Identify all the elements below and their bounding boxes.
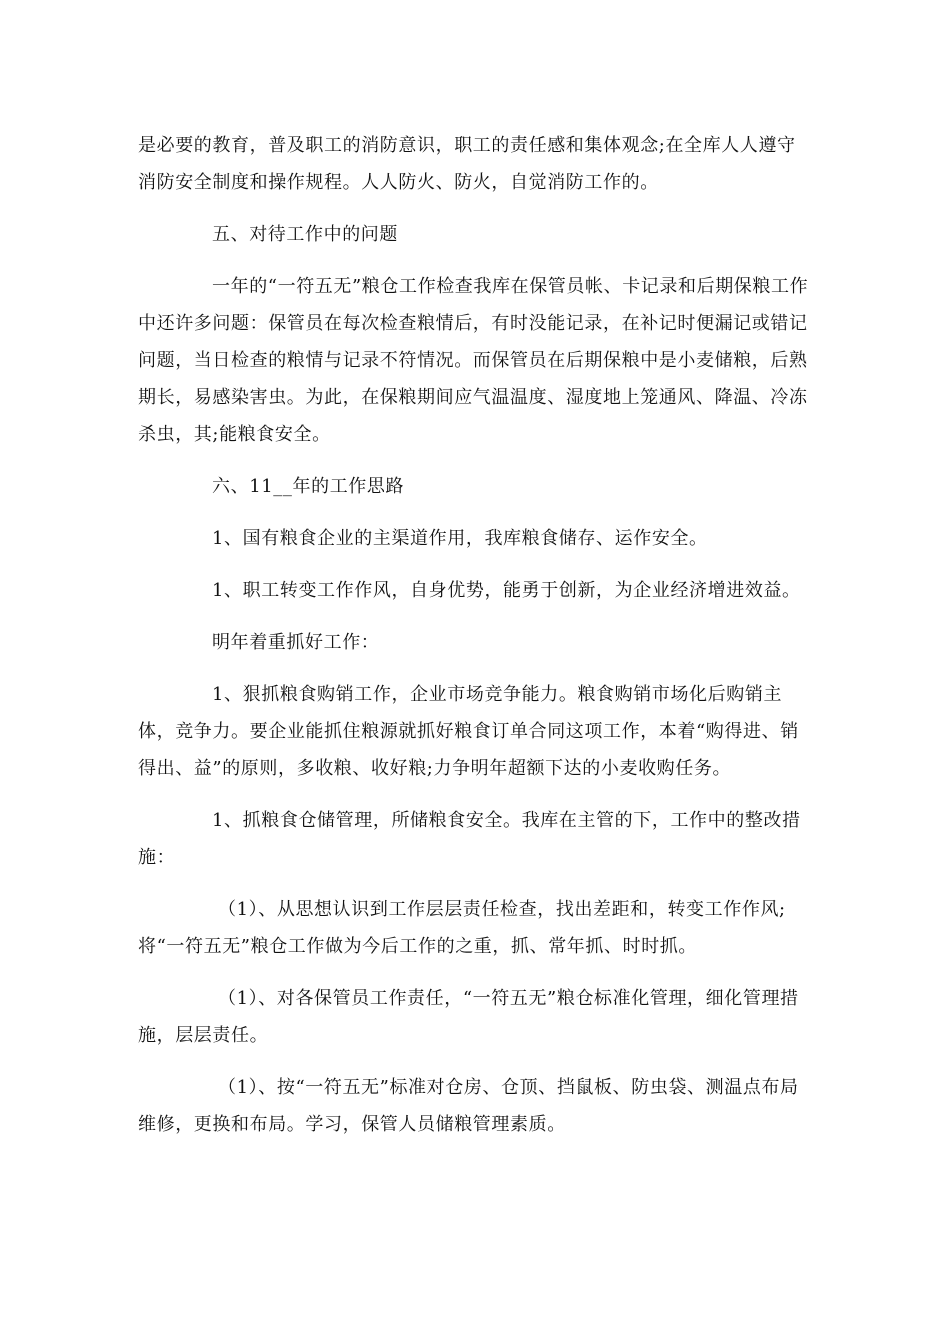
heading-section-five: 五、对待工作中的问题 — [212, 224, 398, 245]
paragraph-measure-3: （1）、按“一符五无”标准对仓房、仓顶、挡鼠板、防虫袋、测温点布局维修，更换和布局。学习，保管人员储粮管理素质。 — [138, 1077, 799, 1135]
document-body — [138, 127, 814, 1158]
paragraph-next-year-focus: 明年着重抓好工作： — [212, 632, 380, 653]
paragraph-measure-1: （1）、从思想认识到工作层层责任检查，找出差距和，转变工作作风;将“一符五无”粮仓工作做为今后工作的之重，抓、常年抓、时时抓。 — [138, 899, 786, 957]
paragraph-purchase-sales: 1、狠抓粮食购销工作，企业市场竞争能力。粮食购销市场化后购销主体，竞争力。要企业能抓住粮源就抓好粮食订单合同这项工作，本着“购得进、销得出、益”的原则，多收粮、收好粮;力争明年超额下达的小麦收购任务。 — [138, 684, 799, 779]
paragraph-fire-safety-education: 是必要的教育，普及职工的消防意识，职工的责任感和集体观念;在全库人人遵守消防安全制度和操作规程。人人防火、防火，自觉消防工作的。 — [138, 135, 796, 193]
paragraph-storage-management: 1、抓粮食仓储管理，所储粮食安全。我库在主管的下，工作中的整改措施： — [138, 810, 801, 868]
paragraph-plan-item-2: 1、职工转变工作作风，自身优势，能勇于创新，为企业经济增进效益。 — [212, 580, 801, 601]
paragraph-work-problems: 一年的“一符五无”粮仓工作检查我库在保管员帐、卡记录和后期保粮工作中还许多问题：保管员在每次检查粮情后，有时没能记录，在补记时便漏记或错记问题，当日检查的粮情与记录不符情况。而保管员在后期保粮中是小麦储粮，后熟期长，易感染害虫。为此，在保粮期间应气温温度、湿度地上笼通风、降温、冷冻杀虫，其;能粮食安全。 — [138, 276, 809, 445]
paragraph-measure-2: （1）、对各保管员工作责任，“一符五无”粮仓标准化管理，细化管理措施，层层责任。 — [138, 988, 799, 1046]
paragraph-plan-item-1: 1、国有粮食企业的主渠道作用，我库粮食储存、运作安全。 — [212, 528, 708, 549]
heading-section-six: 六、11__年的工作思路 — [212, 476, 405, 497]
